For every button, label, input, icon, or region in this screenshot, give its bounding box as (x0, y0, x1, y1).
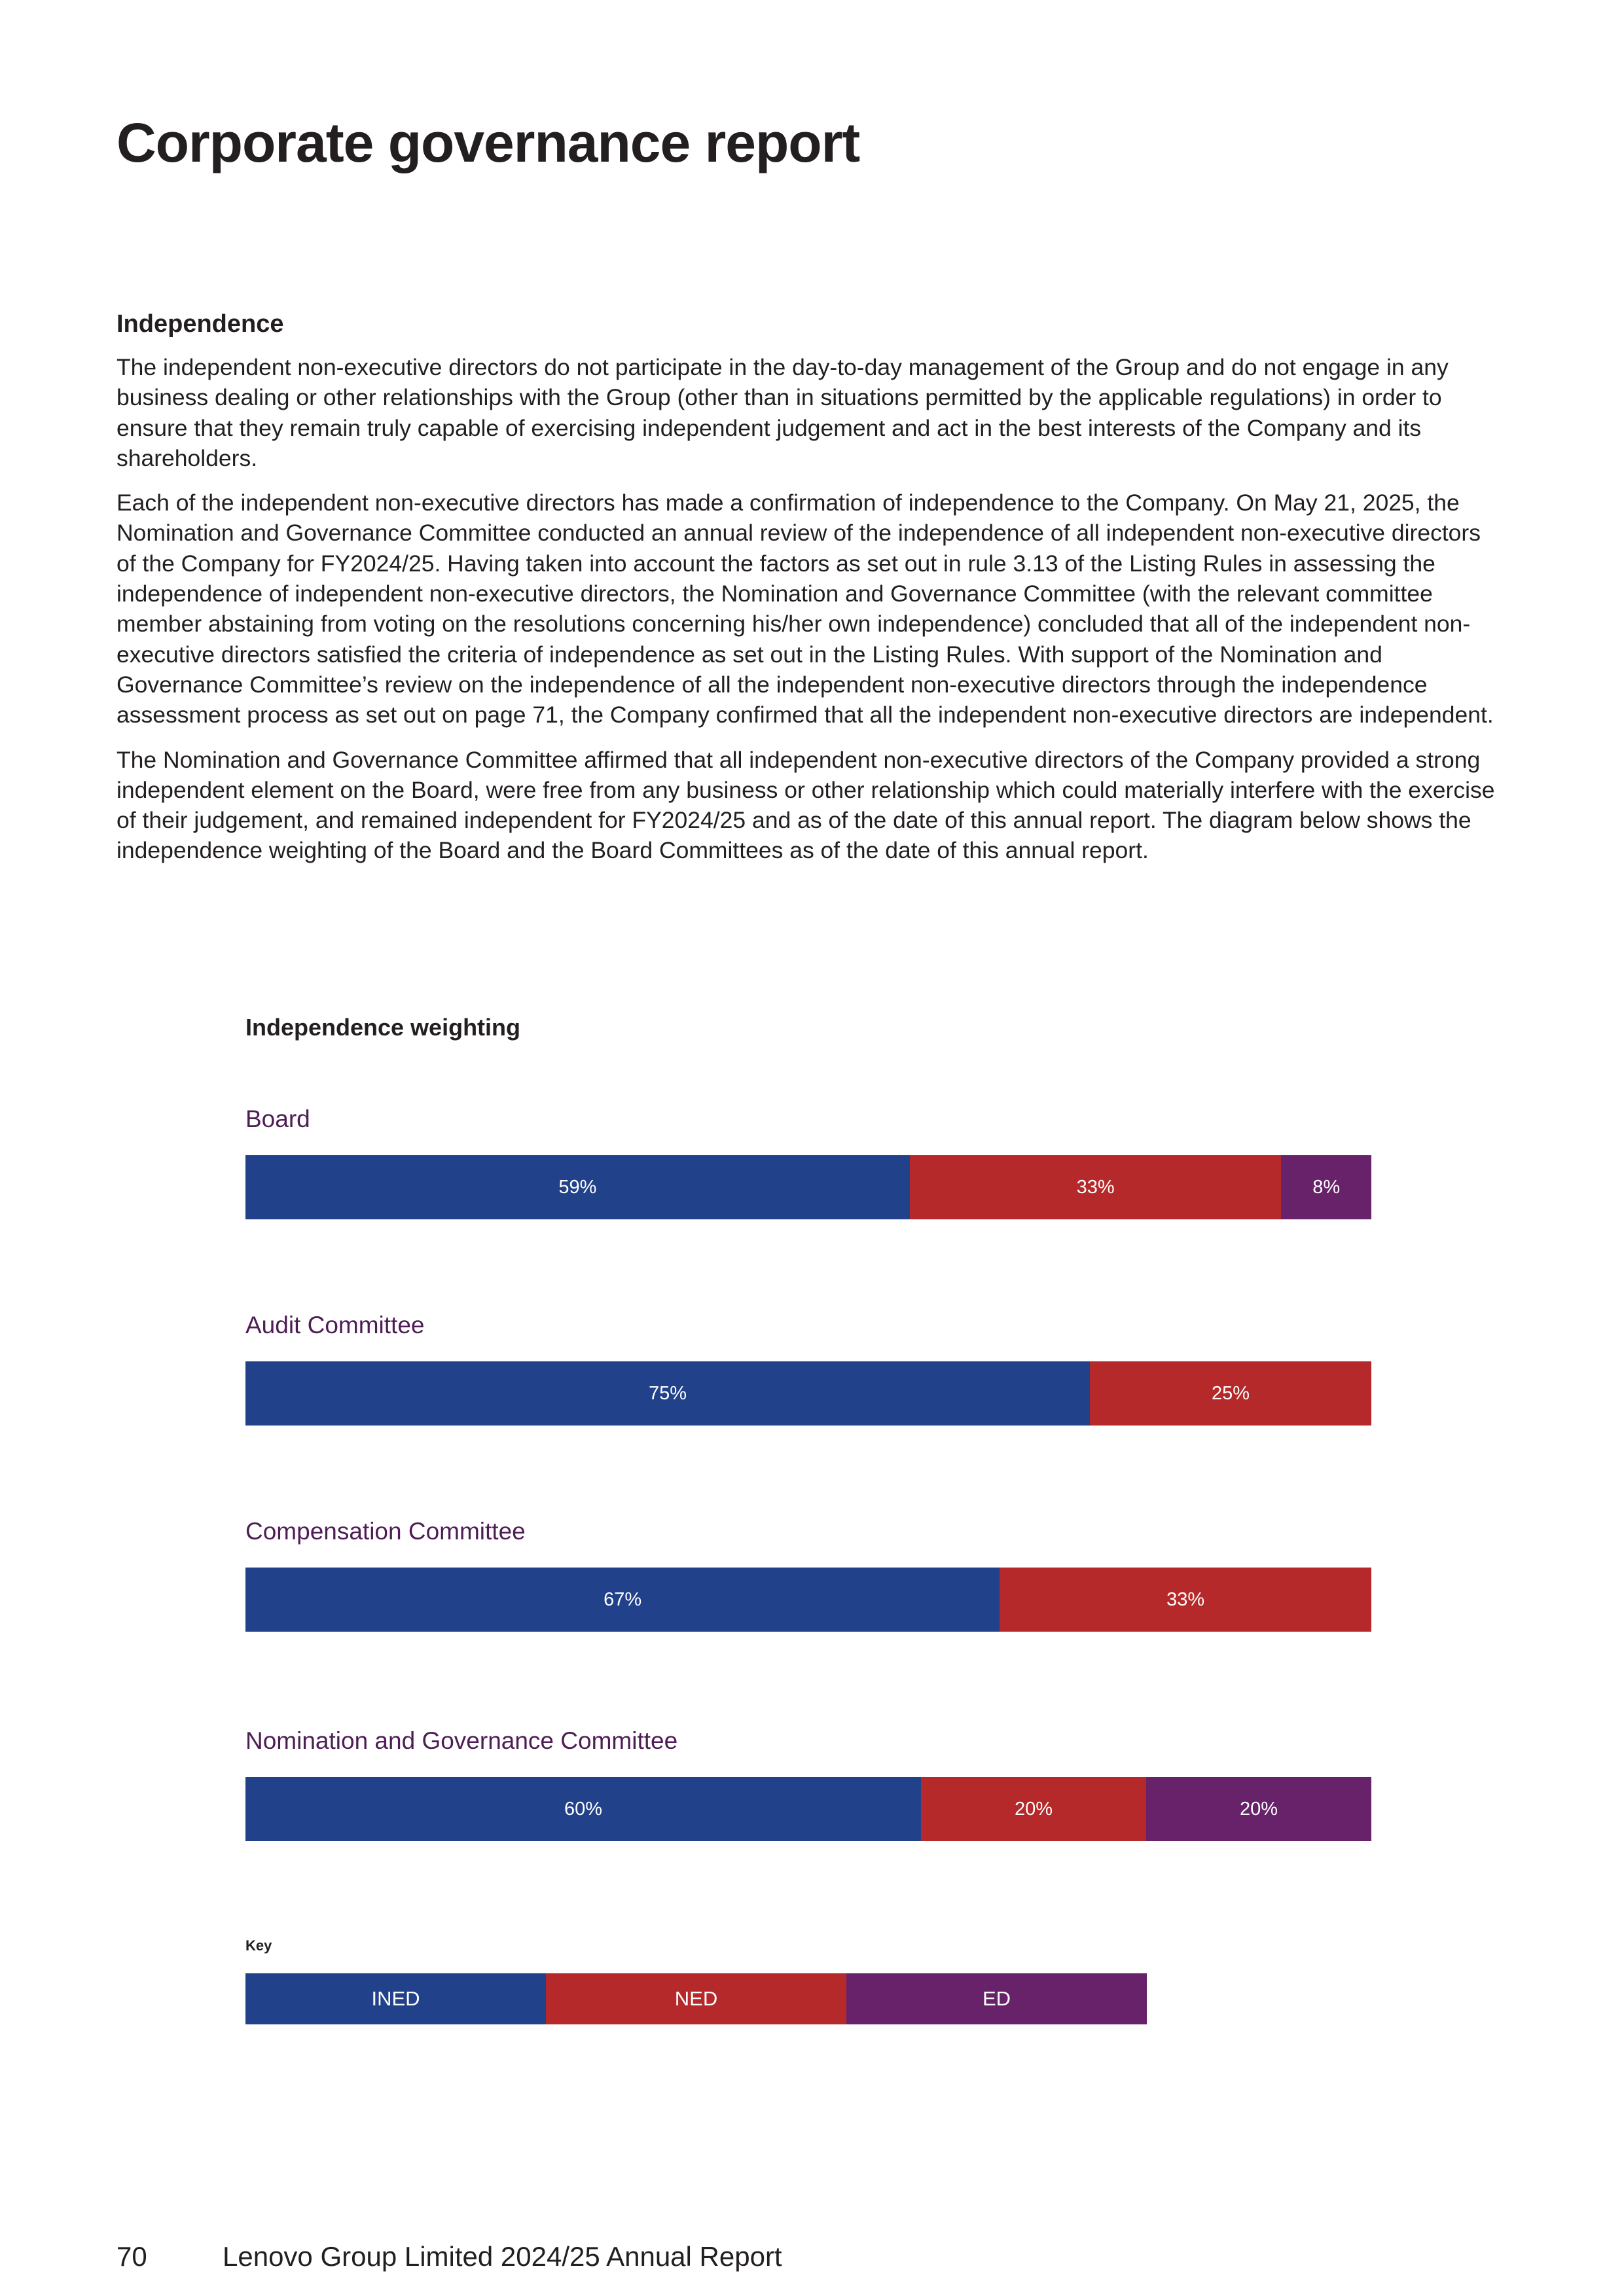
category-label: Board (245, 1105, 310, 1132)
bar-group-board (245, 1103, 1371, 1198)
bar-segment-ined: 75% (245, 1361, 1090, 1426)
category-label: Audit Committee (245, 1312, 425, 1338)
bar-group-compensation-committee (245, 1515, 1371, 1610)
bar-segment-ined: 60% (245, 1777, 921, 1841)
bar-segment-ined: 59% (245, 1155, 910, 1219)
category-label: Compensation Committee (245, 1518, 526, 1545)
legend (245, 1973, 1147, 2024)
legend-item-ined: INED (245, 1973, 546, 2024)
paragraph-2: Each of the independent non-executive directors has made a confirmation of independence to the Company. On May 21, 2025, the Nomination and Governance Committee conducted an annual review of the independence of all independent non-executive directors of the Company for FY2024/25. Having taken into account the factors as set out in rule 3.13 of the Listing Rules in assessing the independence of independent non-executive directors, the Nomination and Governance Committee (with the relevant committee member abstaining from voting on the resolutions concerning his/her own independence) concluded that all of the independent non-executive directors satisfied the criteria of independence as set out in the Listing Rules. With support of the Nomination and Governance Committee’s review on the independence of all the independent non-executive directors through the independence assessment process as set out on page 71, the Company confirmed that all the independent non-executive directors are independent. (117, 490, 1494, 728)
bar-segment-ned: 20% (921, 1777, 1146, 1841)
bar-segment-ned: 33% (1000, 1568, 1371, 1632)
stacked-bar-board (245, 1155, 1371, 1219)
page-number: 70 (117, 2241, 147, 2272)
independence-section (117, 309, 1504, 880)
bar-group-audit-committee (245, 1309, 1371, 1404)
stacked-bar-audit-committee (245, 1361, 1371, 1426)
legend-item-ned: NED (546, 1973, 846, 2024)
category-label: Nomination and Governance Committee (245, 1727, 678, 1754)
publication-title: Lenovo Group Limited 2024/25 Annual Report (223, 2241, 782, 2272)
bar-group-nomination-and-governance-committee (245, 1725, 1371, 1820)
bar-segment-ed: 8% (1281, 1155, 1371, 1219)
independence-weighting-chart (245, 1011, 1371, 2010)
section-heading: Independence (117, 310, 284, 338)
bar-segment-ed: 20% (1146, 1777, 1371, 1841)
bar-segment-ined: 67% (245, 1568, 1000, 1632)
bar-segment-ned: 33% (910, 1155, 1282, 1219)
stacked-bar-compensation-committee (245, 1568, 1371, 1632)
paragraph-3: The Nomination and Governance Committee affirmed that all independent non-executive directors of the Company provided a strong independent element on the Board, were free from any business or other relationship which could materially interfere with the exercise of their judgement, and remained independent for FY2024/25 and as of the date of this annual report. The diagram below shows the independence weighting of the Board and the Board Committees as of the date of this annual report. (117, 746, 1495, 864)
page-title: Corporate governance report (117, 112, 860, 173)
chart-title: Independence weighting (245, 1014, 521, 1041)
paragraph-1: The independent non-executive directors do not participate in the day-to-day management of the Group and do not engage in any business dealing or other relationships with the Group (other than in situations permitted by the applicable regulations) in order to ensure that they remain truly capable of exercising independent judgement and act in the best interests of the Company and its shareholders. (117, 354, 1449, 471)
page-footer (117, 2241, 782, 2272)
stacked-bar-nomination-and-governance-committee (245, 1777, 1371, 1841)
bar-segment-ned: 25% (1090, 1361, 1371, 1426)
legend-title: Key (245, 1937, 272, 1954)
legend-item-ed: ED (846, 1973, 1147, 2024)
